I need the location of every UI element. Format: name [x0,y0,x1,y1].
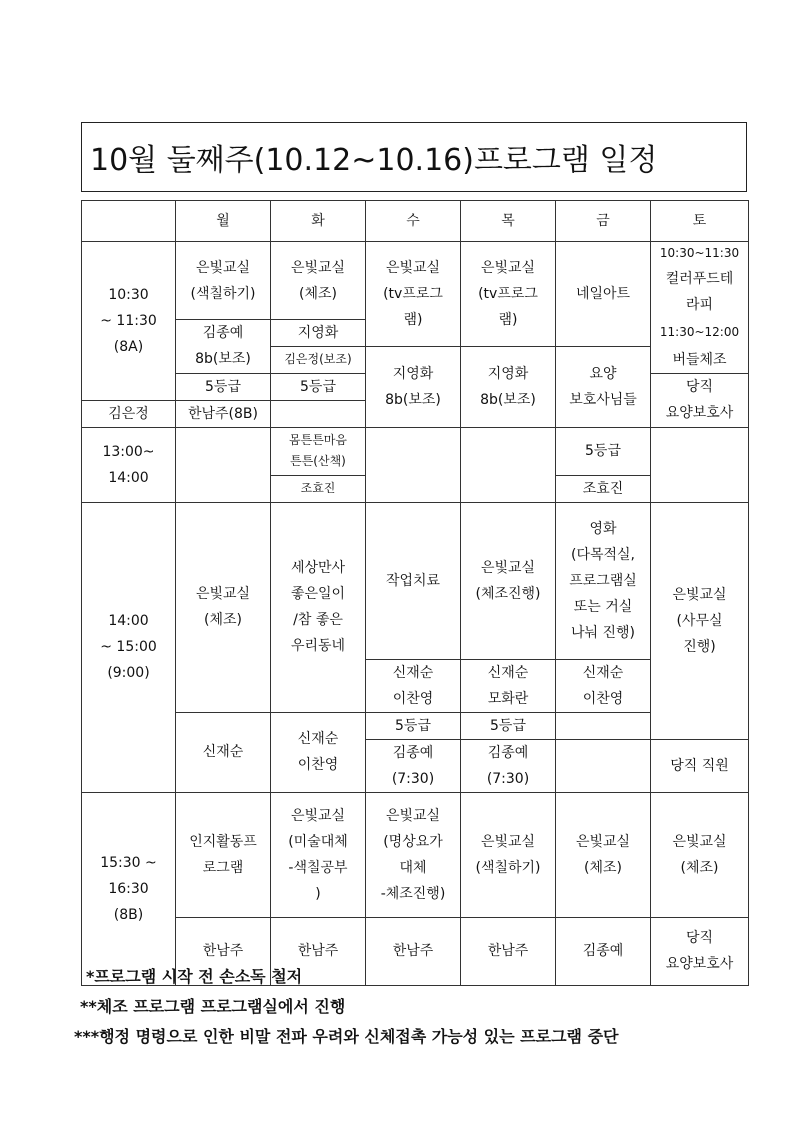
s1-mon-staff: 김종예 8b(보조) [176,320,271,374]
s1-sat-prog2: 버들체조 [651,347,749,374]
title-box [81,122,747,192]
s3-row-c [82,712,749,739]
s1-tue-staff1: 지영화 [271,320,366,347]
s4-wed-prog: 은빛교실 (명상요가 대체 -체조진행) [366,792,461,917]
page-title: 10월 둘째주(10.12~10.16)프로그램 일정 [90,143,658,178]
s1-fri-prog: 네일아트 [556,242,651,347]
s4-mon-staff: 한남주 [176,917,271,985]
s2-tue-prog: 몸튼튼마음 튼튼(산책) [271,427,366,475]
s1-time: 10:30 ~ 11:30 (8A) [82,242,176,401]
s1-mon-grade-staff: 김은정 [82,400,176,427]
header-mon: 월 [176,201,271,242]
s3-wed-grade: 5등급 [366,712,461,739]
s3-thu-grade: 5등급 [461,712,556,739]
s2-wed [366,427,461,502]
header-time [82,201,176,242]
s4-tue-staff: 한남주 [271,917,366,985]
s1-tue-grade-staff: 한남주(8B) [176,400,271,427]
s4-row-a [82,792,749,917]
s2-fri-staff: 조효진 [556,475,651,502]
s2-time: 13:00~ 14:00 [82,427,176,502]
s4-fri-staff: 김종예 [556,917,651,985]
s1-wed-staff: 지영화 8b(보조) [366,347,461,428]
s4-sat-staff: 당직 요양보호사 [651,917,749,985]
s4-thu-staff: 한남주 [461,917,556,985]
s2-fri-grade: 5등급 [556,427,651,475]
s1-tue-grade: 5등급 [271,373,366,400]
s4-tue-prog: 은빛교실 (미술대체 -색칠공부 ) [271,792,366,917]
note-1: *프로그램 시작 전 손소독 철저 [86,967,303,986]
s4-wed-staff: 한남주 [366,917,461,985]
s1-thu-prog: 은빛교실 (tv프로그 램) [461,242,556,347]
s4-thu-prog: 은빛교실 (색칠하기) [461,792,556,917]
s1-wed-prog: 은빛교실 (tv프로그 램) [366,242,461,347]
s1-mon-prog: 은빛교실 (색칠하기) [176,242,271,320]
header-tue: 화 [271,201,366,242]
s3-sat-staff: 당직 직원 [651,739,749,792]
header-fri: 금 [556,201,651,242]
s3-tue-prog: 세상만사 좋은일이 /참 좋은 우리동네 [271,502,366,712]
s1-mon-grade: 5등급 [176,373,271,400]
notes [74,962,619,1052]
s3-thu-staff: 신재순 모화란 [461,659,556,712]
s1-sat-time2: 11:30~12:00 [651,318,749,347]
s3-mon-staff: 신재순 [176,712,271,792]
s1-sat-time1: 10:30~11:30 [651,242,749,266]
s2-thu [461,427,556,502]
s3-mon-prog: 은빛교실 (체조) [176,502,271,712]
s3-thu-prog: 은빛교실 (체조진행) [461,502,556,659]
s3-fri-prog: 영화 (다목적실, 프로그램실 또는 거실 나눠 진행) [556,502,651,659]
s3-fri-empty-a [556,712,651,739]
s1-fri-staff: 요양 보호사님들 [556,347,651,428]
s3-wed-staff: 신재순 이찬영 [366,659,461,712]
s3-fri-staff: 신재순 이찬영 [556,659,651,712]
header-sat: 토 [651,201,749,242]
s4-mon-prog: 인지활동프 로그램 [176,792,271,917]
schedule-table [81,200,749,986]
s1-sat-staff: 당직 요양보호사 [651,373,749,427]
s1-row-a [82,242,749,266]
s2-sat [651,427,749,502]
s3-tue-staff: 신재순 이찬영 [271,712,366,792]
s3-time: 14:00 ~ 15:00 (9:00) [82,502,176,792]
note-2: **체조 프로그램 프로그램실에서 진행 [80,997,346,1016]
header-row [82,201,749,242]
s4-time: 15:30 ~ 16:30 (8B) [82,792,176,985]
s3-wed-prog: 작업치료 [366,502,461,659]
s2-mon [176,427,271,502]
s3-thu-grade-staff: 김종예 (7:30) [461,739,556,792]
s4-sat-prog: 은빛교실 (체조) [651,792,749,917]
s2-tue-staff: 조효진 [271,475,366,502]
s3-sat-prog: 은빛교실 (사무실 진행) [651,502,749,739]
header-wed: 수 [366,201,461,242]
s1-thu-staff: 지영화 8b(보조) [461,347,556,428]
s3-wed-grade-staff: 김종예 (7:30) [366,739,461,792]
s4-fri-prog: 은빛교실 (체조) [556,792,651,917]
s3-fri-empty-b [556,739,651,792]
note-3: ***행정 명령으로 인한 비말 전파 우려와 신체접촉 가능성 있는 프로그램 중단 [74,1027,619,1046]
s1-tue-staff2: 김은정(보조) [271,347,366,374]
s1-tue-prog: 은빛교실 (체조) [271,242,366,320]
header-thu: 목 [461,201,556,242]
s2-row-a [82,427,749,475]
s1-sat-prog1: 컬러푸드테 라피 [651,266,749,318]
s3-row-a [82,502,749,659]
